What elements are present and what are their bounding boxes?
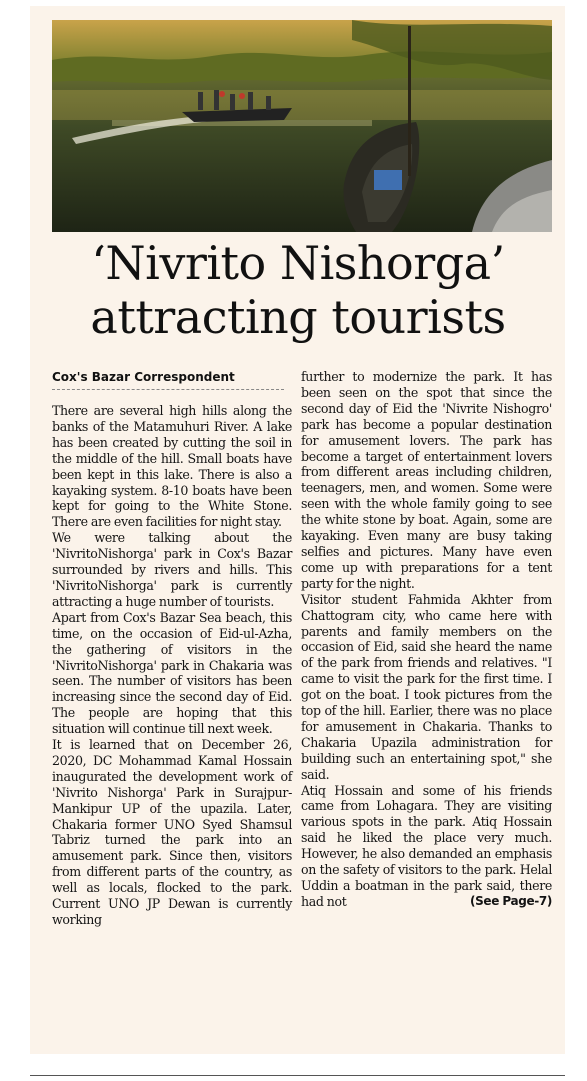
continued-on-page: (See Page-7)	[470, 893, 552, 908]
paragraph: further to modernize the park. It has been seen on the spot that since the second day of Eid the 'Nivrite Nishogro' park has become a popular destination for amusement lovers. The park has become a target of entertainment lovers from different areas including children, teenagers, men, and women. Some were seen with the whole family going to see the white stone by boat. Again, some are kayaking. Even many are busy taking selfies and pictures. Many have even come up with preparations for a tent party for the night.	[301, 369, 552, 591]
byline-divider	[52, 389, 284, 390]
paragraph-last	[301, 783, 552, 910]
headline-line-1: ‘Nivrito Nishorga’	[91, 236, 505, 290]
paragraph: Visitor student Fahmida Akhter from Chattogram city, who came here with parents and family members on the occasion of Eid, said she heard the name of the park from friends and relatives. "I came to visit the park for the first time. I got on the boat. I took pictures from the top of the hill. Earlier, there was no place for amusement in Chakaria. Thanks to Chakaria Upazila administration for building such an entertaining spot," she said.	[301, 591, 552, 782]
article-column-left	[52, 403, 292, 928]
paragraph: We were talking about the 'NivritoNishorga' park in Cox's Bazar surrounded by rivers and hills. This 'NivritoNishorga' park is currently attracting a huge number of tourists.	[52, 530, 292, 609]
bottom-divider	[30, 1075, 565, 1076]
news-clipping	[30, 6, 565, 1054]
paragraph-text: Atiq Hossain and some of his friends came from Lohagara. They are visiting various spots in the park. Atiq Hossain said he liked the place very much. However, he also demanded an emphasis on the safety of visitors to the park. Helal Uddin a boatman in the park said, there had not	[301, 782, 552, 909]
paragraph: Apart from Cox's Bazar Sea beach, this time, on the occasion of Eid-ul-Azha, the gathering of visitors in the 'NivritoNishorga' park in Chakaria was seen. The number of visitors has been increasing since the second day of Eid. The people are hoping that this situation will continue till next week.	[52, 609, 292, 737]
article-column-right	[301, 369, 552, 910]
paragraph: It is learned that on December 26, 2020, DC Mohammad Kamal Hossain inaugurated the development work of 'Nivrito Nishorga' Park in Surajpur-Mankipur UP of the upazila. Later, Chakaria former UNO Syed Shamsul Tabriz turned the park into an amusement park. Since then, visitors from different parts of the country, as well as locals, flocked to the park. Current UNO JP Dewan is currently working	[52, 737, 292, 927]
headline-line-2: attracting tourists	[90, 290, 506, 344]
paragraph: There are several high hills along the banks of the Matamuhuri River. A lake has been created by cutting the soil in the middle of the hill. Small boats have been kept in this lake. There is also a kayaking system. 8-10 boats have been kept for going to the White Stone. There are even facilities for night stay.	[52, 403, 292, 530]
lake-boats-photo	[52, 20, 552, 232]
byline: Cox's Bazar Correspondent	[52, 370, 235, 384]
headline	[38, 236, 558, 344]
